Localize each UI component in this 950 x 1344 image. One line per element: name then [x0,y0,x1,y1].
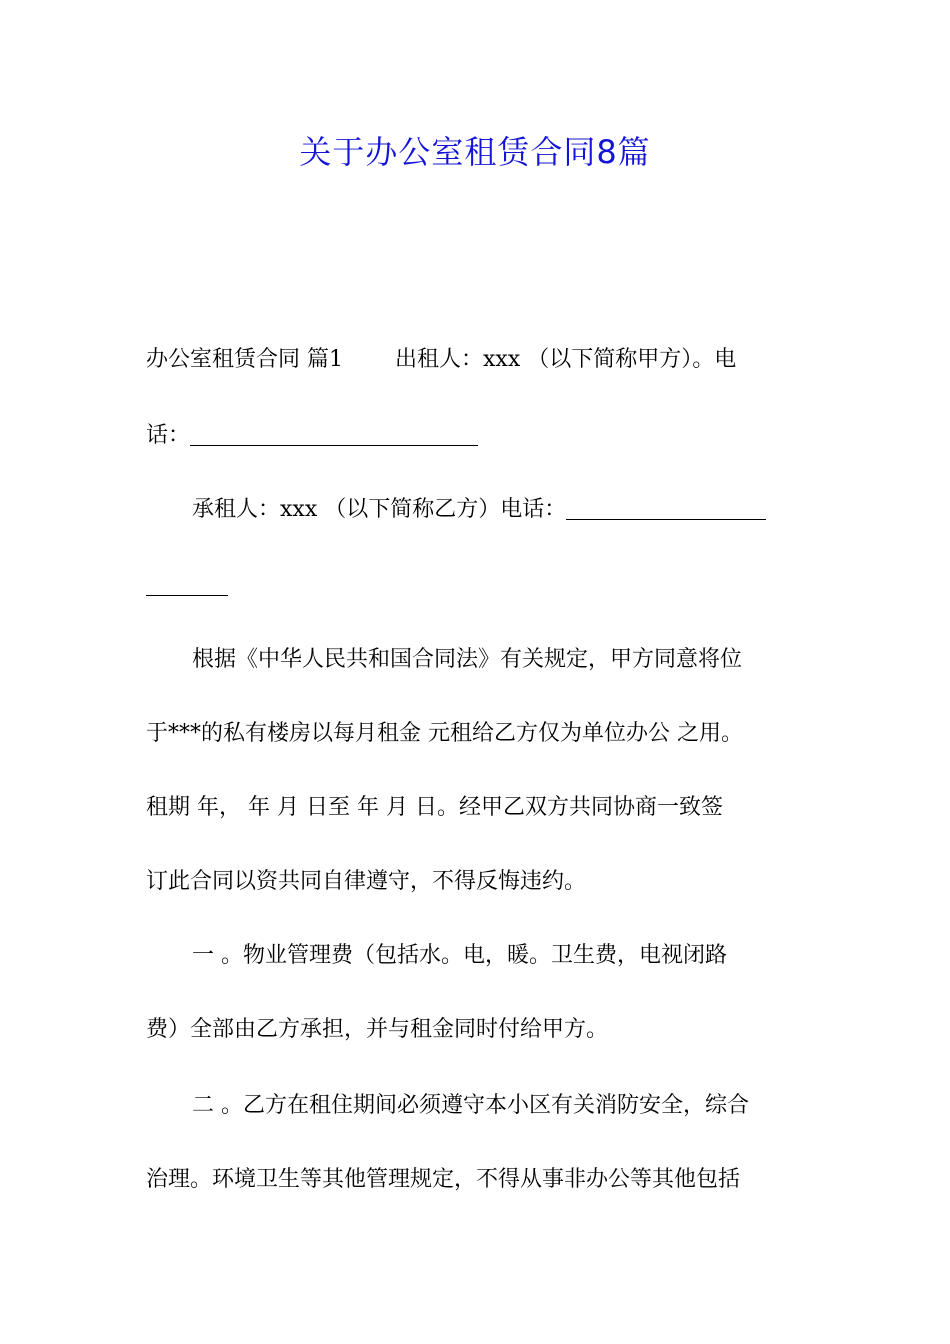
paragraph-line: 费）全部由乙方承担，并与租金同时付给甲方。 [146,1017,609,1042]
paragraph-line: 治理。环境卫生等其他管理规定，不得从事非办公等其他包括 [146,1167,741,1192]
lessor-text: 出租人：xxx （以下简称甲方）。电 [395,347,737,372]
paragraph-line: 订此合同以资共同自律遵守，不得反悔违约。 [146,869,587,894]
phone-label: 话： [146,423,191,448]
document-title: 关于办公室租赁合同8篇 [299,133,651,171]
lessee-text: 承租人：xxx （以下简称乙方）电话： [192,497,567,522]
lessee-phone-blank-continued [146,573,228,596]
paragraph-line: 二 。乙方在租住期间必须遵守本小区有关消防安全，综合 [192,1093,749,1118]
paragraph-line [146,420,806,452]
paragraph-line: 根据《中华人民共和国合同法》有关规定，甲方同意将位 [192,647,743,672]
paragraph-line [146,570,806,602]
lessor-phone-blank [190,423,478,446]
paragraph-line: 于***的私有楼房以每月租金 元租给乙方仅为单位办公 之用。 [146,721,743,746]
paragraph-line [146,344,806,376]
paragraph-line: 一 。物业管理费（包括水。电，暖。卫生费，电视闭路 [192,943,727,968]
contract-heading: 办公室租赁合同 篇1 [146,347,343,372]
paragraph-line: 租期 年， 年 月 日至 年 月 日。经甲乙双方共同协商一致签 [146,795,723,820]
lessee-phone-blank [566,497,766,520]
paragraph-line [146,494,852,526]
